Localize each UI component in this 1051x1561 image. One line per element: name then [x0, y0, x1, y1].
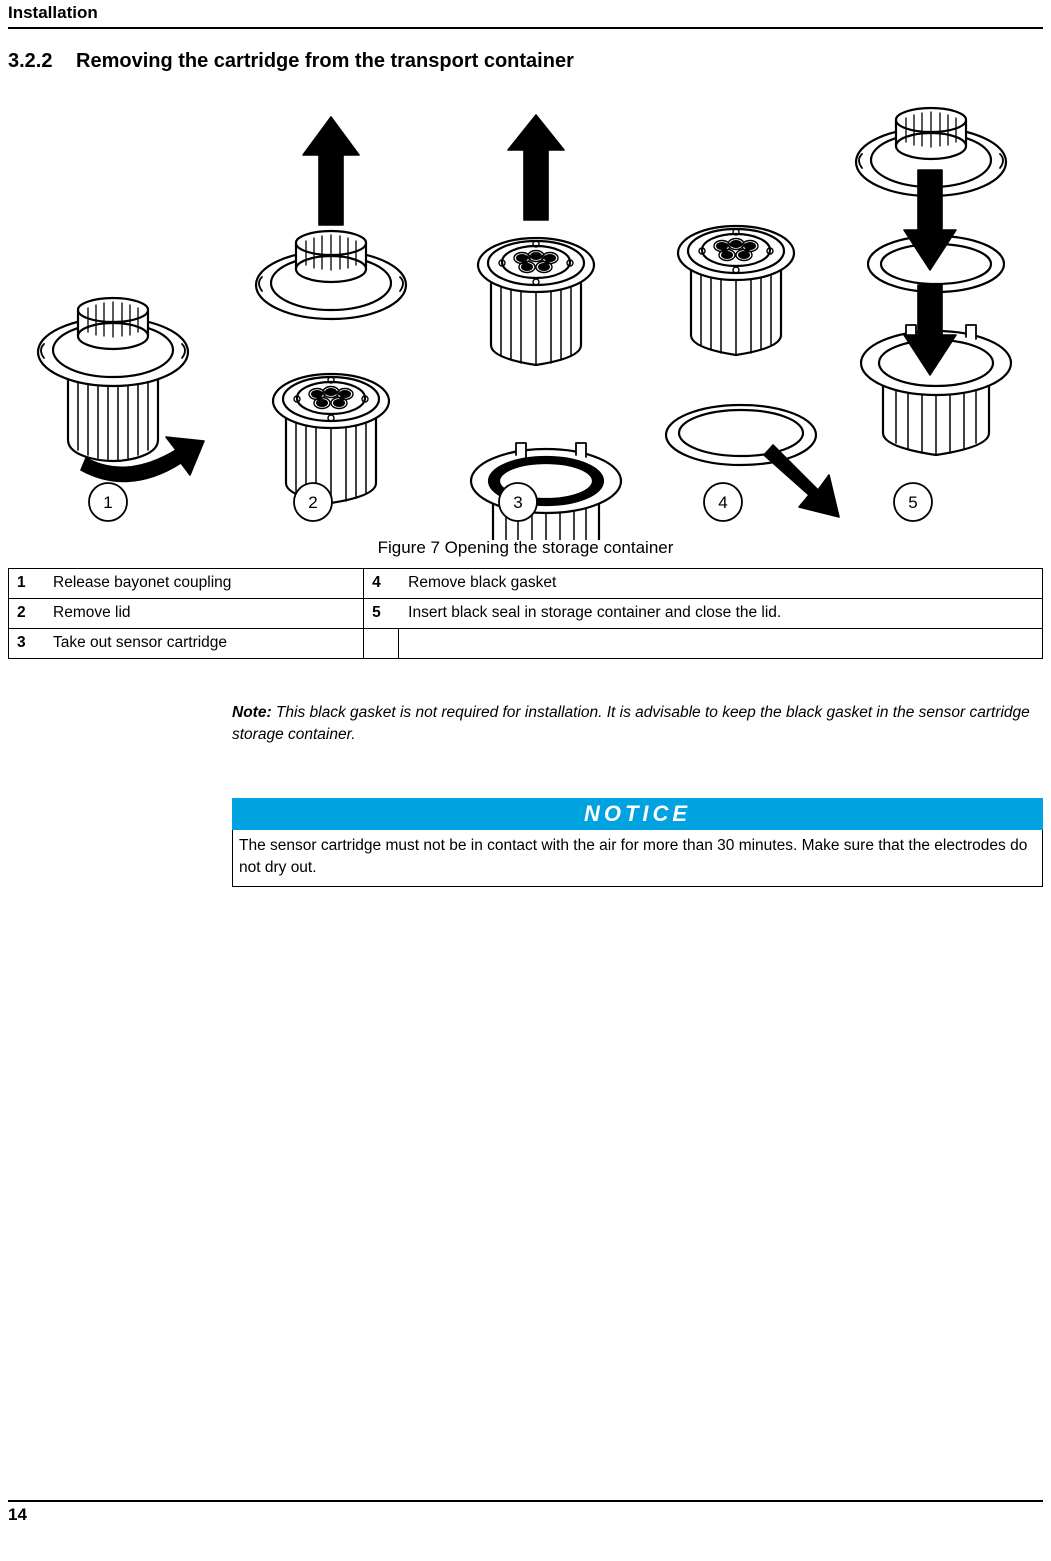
note-block	[232, 702, 1044, 746]
table-row	[9, 629, 1043, 659]
notice-title-bar	[232, 798, 1043, 830]
figure-callout-1: 1	[103, 493, 113, 512]
figure-illustration	[8, 105, 1043, 540]
legend-text: Remove black gasket	[398, 569, 1042, 599]
table-row	[9, 569, 1043, 599]
legend-text: Release bayonet coupling	[43, 569, 364, 599]
legend-text: Take out sensor cartridge	[43, 629, 364, 659]
table-row	[9, 599, 1043, 629]
legend-text: Insert black seal in storage container and close the lid.	[398, 599, 1042, 629]
section-number: 3.2.2	[8, 50, 53, 72]
notice-body: The sensor cartridge must not be in contact with the air for more than 30 minutes. Make sure that the electrodes do not dry out.	[232, 830, 1043, 887]
section-heading	[8, 50, 574, 73]
figure-callout-5: 5	[908, 493, 918, 512]
header-title: Installation	[8, 3, 98, 22]
notice-box	[232, 798, 1043, 887]
page-footer	[8, 1500, 1043, 1525]
figure-legend-table	[8, 568, 1043, 659]
figure-caption: Figure 7 Opening the storage container	[377, 538, 674, 557]
note-text: This black gasket is not required for installation. It is advisable to keep the black gasket in the sensor cartridge storage container.	[232, 704, 1030, 743]
legend-empty-cell	[364, 629, 399, 659]
legend-number: 1	[9, 569, 44, 599]
legend-text: Remove lid	[43, 599, 364, 629]
notice-title: NOTICE	[583, 801, 692, 826]
figure-callout-4: 4	[718, 493, 728, 512]
legend-number: 5	[364, 599, 399, 629]
legend-number: 3	[9, 629, 44, 659]
page-number: 14	[8, 1505, 27, 1524]
page-header	[8, 0, 1043, 32]
legend-empty-cell	[398, 629, 1042, 659]
section-title: Removing the cartridge from the transport container	[76, 50, 574, 72]
figure-callout-2: 2	[308, 493, 318, 512]
note-label: Note:	[232, 704, 272, 721]
legend-number: 4	[364, 569, 399, 599]
header-divider	[8, 27, 1043, 29]
figure-callout-3: 3	[513, 493, 523, 512]
legend-number: 2	[9, 599, 44, 629]
